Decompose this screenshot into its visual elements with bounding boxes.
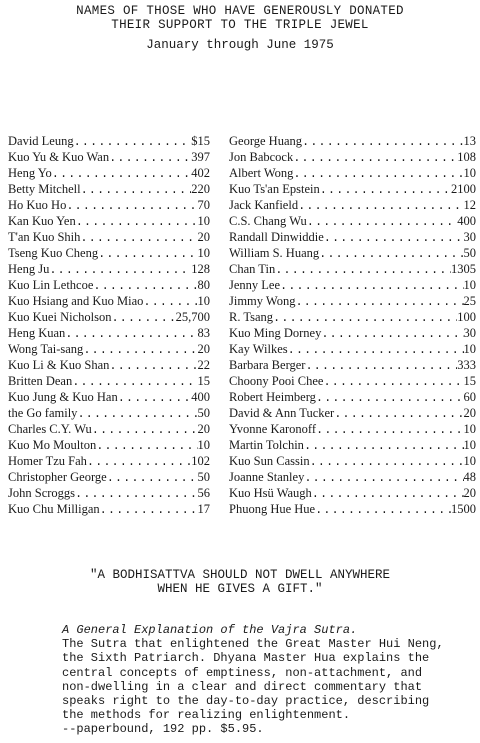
donor-name: Ho Kuo Ho bbox=[8, 198, 67, 212]
donor-row bbox=[8, 437, 210, 453]
donor-row bbox=[229, 325, 476, 341]
donor-name: Tseng Kuo Cheng bbox=[8, 246, 99, 260]
leader-dots bbox=[302, 134, 463, 149]
leader-dots bbox=[316, 390, 464, 405]
donor-row bbox=[229, 469, 476, 485]
donor-row bbox=[229, 293, 476, 309]
donation-amount: 10 bbox=[463, 438, 476, 452]
donor-name: Christopher George bbox=[8, 470, 107, 484]
donation-amount: 333 bbox=[457, 358, 476, 372]
leader-dots bbox=[273, 310, 457, 325]
book-text-line: --paperbound, 192 pp. $5.95. bbox=[62, 722, 264, 737]
leader-dots bbox=[83, 342, 197, 357]
donor-name: Jon Babcock bbox=[229, 150, 294, 164]
donor-name: Kuo Yu & Kuo Wan bbox=[8, 150, 110, 164]
donor-row bbox=[8, 277, 210, 293]
donor-row bbox=[229, 485, 476, 501]
donor-row bbox=[229, 277, 476, 293]
bodhisattva-quote bbox=[0, 568, 480, 596]
donor-row bbox=[229, 149, 476, 165]
donor-row bbox=[229, 181, 476, 197]
donation-amount: 48 bbox=[463, 470, 476, 484]
donor-name: Jenny Lee bbox=[229, 278, 281, 292]
leader-dots bbox=[315, 502, 451, 517]
leader-dots bbox=[312, 486, 464, 501]
donor-row bbox=[8, 229, 210, 245]
donor-name: Heng Yo bbox=[8, 166, 52, 180]
donor-name: Kuo Hsiang and Kuo Miao bbox=[8, 294, 144, 308]
leader-dots bbox=[93, 278, 197, 293]
donor-name: Betty Mitchell bbox=[8, 182, 81, 196]
leader-dots bbox=[293, 150, 457, 165]
leader-dots bbox=[111, 310, 175, 325]
donation-amount: 400 bbox=[191, 390, 210, 404]
donation-amount: 397 bbox=[191, 150, 210, 164]
donation-amount: 10 bbox=[463, 454, 476, 468]
donor-name: Kuo Jung & Kuo Han bbox=[8, 390, 118, 404]
leader-dots bbox=[87, 454, 191, 469]
leader-dots bbox=[109, 150, 191, 165]
donor-name: R. Tsang bbox=[229, 310, 274, 324]
donor-row bbox=[8, 341, 210, 357]
leader-dots bbox=[80, 230, 197, 245]
donation-amount: 2100 bbox=[451, 182, 476, 196]
donation-amount: 20 bbox=[463, 406, 476, 420]
donor-row bbox=[8, 261, 210, 277]
leader-dots bbox=[143, 294, 197, 309]
donor-row bbox=[229, 437, 476, 453]
donation-amount: 15 bbox=[197, 374, 210, 388]
donor-row bbox=[229, 165, 476, 181]
donor-row bbox=[8, 293, 210, 309]
donor-name: Charles C.Y. Wu bbox=[8, 422, 92, 436]
donor-row bbox=[8, 149, 210, 165]
header-title-line-1: NAMES OF THOSE WHO HAVE GENEROUSLY DONATED bbox=[76, 4, 404, 18]
donation-amount: 50 bbox=[197, 406, 210, 420]
book-title: A General Explanation of the Vajra Sutra. bbox=[62, 623, 358, 637]
donor-name: Chan Tin bbox=[229, 262, 276, 276]
donor-name: Heng Kuan bbox=[8, 326, 66, 340]
donation-amount: 400 bbox=[457, 214, 476, 228]
donor-name: Choony Pooi Chee bbox=[229, 374, 324, 388]
leader-dots bbox=[310, 454, 464, 469]
donor-name: David Leung bbox=[8, 134, 74, 148]
leader-dots bbox=[49, 262, 191, 277]
leader-dots bbox=[320, 182, 451, 197]
donor-row bbox=[229, 213, 476, 229]
donation-amount: 402 bbox=[191, 166, 210, 180]
donor-row bbox=[8, 453, 210, 469]
donor-row bbox=[229, 357, 476, 373]
donation-amount: 60 bbox=[463, 390, 476, 404]
quote-line-1: "A BODHISATTVA SHOULD NOT DWELL ANYWHERE bbox=[89, 568, 391, 582]
donor-name: T'an Kuo Shih bbox=[8, 230, 81, 244]
donation-amount: 50 bbox=[463, 246, 476, 260]
donor-name: Kuo Ts'an Epstein bbox=[229, 182, 320, 196]
donation-amount: 12 bbox=[463, 198, 476, 212]
leader-dots bbox=[109, 358, 197, 373]
donor-row bbox=[229, 229, 476, 245]
book-text-line: the Sixth Patriarch. Dhyana Master Hua explains the bbox=[62, 651, 430, 666]
donor-row bbox=[229, 309, 476, 325]
donation-amount: 10 bbox=[197, 294, 210, 308]
book-text-line: The Sutra that enlightened the Great Master Hui Neng, bbox=[62, 637, 444, 652]
leader-dots bbox=[66, 198, 197, 213]
donation-amount: 10 bbox=[197, 438, 210, 452]
donor-row bbox=[8, 197, 210, 213]
donation-amount: 25 bbox=[463, 294, 476, 308]
leader-dots bbox=[323, 374, 463, 389]
donor-name: Kuo Chu Milligan bbox=[8, 502, 100, 516]
donor-row bbox=[8, 245, 210, 261]
donor-name: Kuo Li & Kuo Shan bbox=[8, 358, 110, 372]
donor-row bbox=[8, 469, 210, 485]
donor-list-left bbox=[8, 133, 210, 517]
donor-row bbox=[8, 405, 210, 421]
leader-dots bbox=[72, 374, 197, 389]
donor-row bbox=[229, 341, 476, 357]
donor-row bbox=[229, 373, 476, 389]
donation-amount: 17 bbox=[197, 502, 210, 516]
donation-amount: 220 bbox=[191, 182, 210, 196]
donation-amount: 1305 bbox=[451, 262, 476, 276]
leader-dots bbox=[280, 278, 463, 293]
donor-row bbox=[229, 245, 476, 261]
book-description bbox=[62, 623, 477, 737]
leader-dots bbox=[107, 470, 198, 485]
donor-name: C.S. Chang Wu bbox=[229, 214, 307, 228]
book-text bbox=[62, 637, 477, 736]
donor-name: Barbara Berger bbox=[229, 358, 306, 372]
leader-dots bbox=[100, 502, 198, 517]
donor-name: the Go family bbox=[8, 406, 78, 420]
donation-amount: 50 bbox=[197, 470, 210, 484]
donor-row bbox=[229, 501, 476, 517]
donation-amount: 128 bbox=[191, 262, 210, 276]
donor-row bbox=[8, 133, 210, 149]
donation-amount: 1500 bbox=[451, 502, 476, 516]
donor-name: Wong Tai-sang bbox=[8, 342, 84, 356]
leader-dots bbox=[52, 166, 191, 181]
quote-line-2: WHEN HE GIVES A GIFT." bbox=[157, 582, 323, 596]
donor-name: Joanne Stanley bbox=[229, 470, 305, 484]
leader-dots bbox=[118, 390, 192, 405]
donor-row bbox=[8, 213, 210, 229]
leader-dots bbox=[75, 486, 197, 501]
donor-name: Kan Kuo Yen bbox=[8, 214, 76, 228]
donation-amount: 10 bbox=[463, 342, 476, 356]
donor-name: Jack Kanfield bbox=[229, 198, 299, 212]
donation-amount: 10 bbox=[463, 166, 476, 180]
donation-amount: 70 bbox=[197, 198, 210, 212]
donor-name: Albert Wong bbox=[229, 166, 294, 180]
donor-name: Phuong Hue Hue bbox=[229, 502, 316, 516]
donor-row bbox=[229, 133, 476, 149]
donation-amount: 10 bbox=[463, 278, 476, 292]
donor-name: Kuo Kuei Nicholson bbox=[8, 310, 112, 324]
leader-dots bbox=[98, 246, 197, 261]
leader-dots bbox=[305, 358, 457, 373]
donor-row bbox=[229, 405, 476, 421]
header-title-line-2: THEIR SUPPORT TO THE TRIPLE JEWEL bbox=[111, 18, 369, 32]
donor-name: Kuo Mo Moulton bbox=[8, 438, 97, 452]
donor-name: Heng Ju bbox=[8, 262, 50, 276]
donor-row bbox=[8, 421, 210, 437]
leader-dots bbox=[275, 262, 451, 277]
leader-dots bbox=[304, 470, 463, 485]
donation-amount: 56 bbox=[197, 486, 210, 500]
donor-row bbox=[229, 453, 476, 469]
donor-row bbox=[8, 373, 210, 389]
donor-row bbox=[8, 357, 210, 373]
donor-row bbox=[8, 501, 210, 517]
donation-amount: 30 bbox=[463, 326, 476, 340]
donor-row bbox=[8, 181, 210, 197]
leader-dots bbox=[65, 326, 197, 341]
leader-dots bbox=[293, 166, 463, 181]
donor-name: Kuo Ming Dorney bbox=[229, 326, 322, 340]
page-header bbox=[0, 4, 480, 52]
donor-list-right bbox=[229, 133, 476, 517]
leader-dots bbox=[74, 134, 192, 149]
donor-name: Jimmy Wong bbox=[229, 294, 296, 308]
donor-row bbox=[8, 165, 210, 181]
donor-name: Kuo Hsü Waugh bbox=[229, 486, 312, 500]
donor-name: Homer Tzu Fah bbox=[8, 454, 87, 468]
leader-dots bbox=[96, 438, 197, 453]
donation-amount: 80 bbox=[197, 278, 210, 292]
donation-amount: 13 bbox=[463, 134, 476, 148]
leader-dots bbox=[92, 422, 198, 437]
donation-amount: 10 bbox=[197, 246, 210, 260]
donation-amount: 10 bbox=[197, 214, 210, 228]
donor-name: Britten Dean bbox=[8, 374, 73, 388]
donation-amount: 25,700 bbox=[175, 310, 210, 324]
donation-amount: 22 bbox=[197, 358, 210, 372]
donor-name: Kay Wilkes bbox=[229, 342, 288, 356]
donation-amount: 20 bbox=[197, 342, 210, 356]
donor-name: Yvonne Karonoff bbox=[229, 422, 317, 436]
leader-dots bbox=[288, 342, 464, 357]
donor-row bbox=[229, 389, 476, 405]
leader-dots bbox=[324, 230, 464, 245]
donor-name: Kuo Lin Lethcoe bbox=[8, 278, 94, 292]
donation-amount: 10 bbox=[463, 422, 476, 436]
donation-amount: 102 bbox=[191, 454, 210, 468]
donor-row bbox=[8, 389, 210, 405]
donor-name: Randall Dinwiddie bbox=[229, 230, 324, 244]
leader-dots bbox=[77, 406, 197, 421]
leader-dots bbox=[81, 182, 192, 197]
header-date-range: January through June 1975 bbox=[146, 38, 334, 52]
donation-amount: 83 bbox=[197, 326, 210, 340]
leader-dots bbox=[307, 214, 458, 229]
donor-name: Robert Heimberg bbox=[229, 390, 316, 404]
donor-name: Martin Tolchin bbox=[229, 438, 304, 452]
donation-amount: 100 bbox=[457, 310, 476, 324]
leader-dots bbox=[334, 406, 463, 421]
donor-name: John Scroggs bbox=[8, 486, 76, 500]
leader-dots bbox=[316, 422, 463, 437]
leader-dots bbox=[298, 198, 463, 213]
donation-amount: 20 bbox=[463, 486, 476, 500]
book-text-line: speaks right to the day-to-day practice, describing bbox=[62, 694, 430, 709]
donation-amount: 108 bbox=[457, 150, 476, 164]
donor-row bbox=[8, 325, 210, 341]
book-text-line: non-dwelling in a clear and direct commentary that bbox=[62, 679, 423, 694]
donor-row bbox=[229, 421, 476, 437]
leader-dots bbox=[319, 246, 463, 261]
donor-row bbox=[8, 309, 210, 325]
donor-row bbox=[229, 197, 476, 213]
book-text-line: central concepts of emptiness, non-attachment, and bbox=[62, 665, 423, 680]
donation-amount: 20 bbox=[197, 230, 210, 244]
donor-name: David & Ann Tucker bbox=[229, 406, 335, 420]
donation-amount: 15 bbox=[463, 374, 476, 388]
donation-amount: 20 bbox=[197, 422, 210, 436]
leader-dots bbox=[321, 326, 463, 341]
donor-name: Kuo Sun Cassin bbox=[229, 454, 310, 468]
donation-amount: $15 bbox=[191, 134, 210, 148]
leader-dots bbox=[304, 438, 464, 453]
book-text-line: the methods for realizing enlightenment. bbox=[62, 708, 351, 723]
donor-row bbox=[8, 485, 210, 501]
donor-name: George Huang bbox=[229, 134, 303, 148]
leader-dots bbox=[76, 214, 198, 229]
donation-amount: 30 bbox=[463, 230, 476, 244]
donor-name: William S. Huang bbox=[229, 246, 320, 260]
donor-row bbox=[229, 261, 476, 277]
leader-dots bbox=[295, 294, 463, 309]
